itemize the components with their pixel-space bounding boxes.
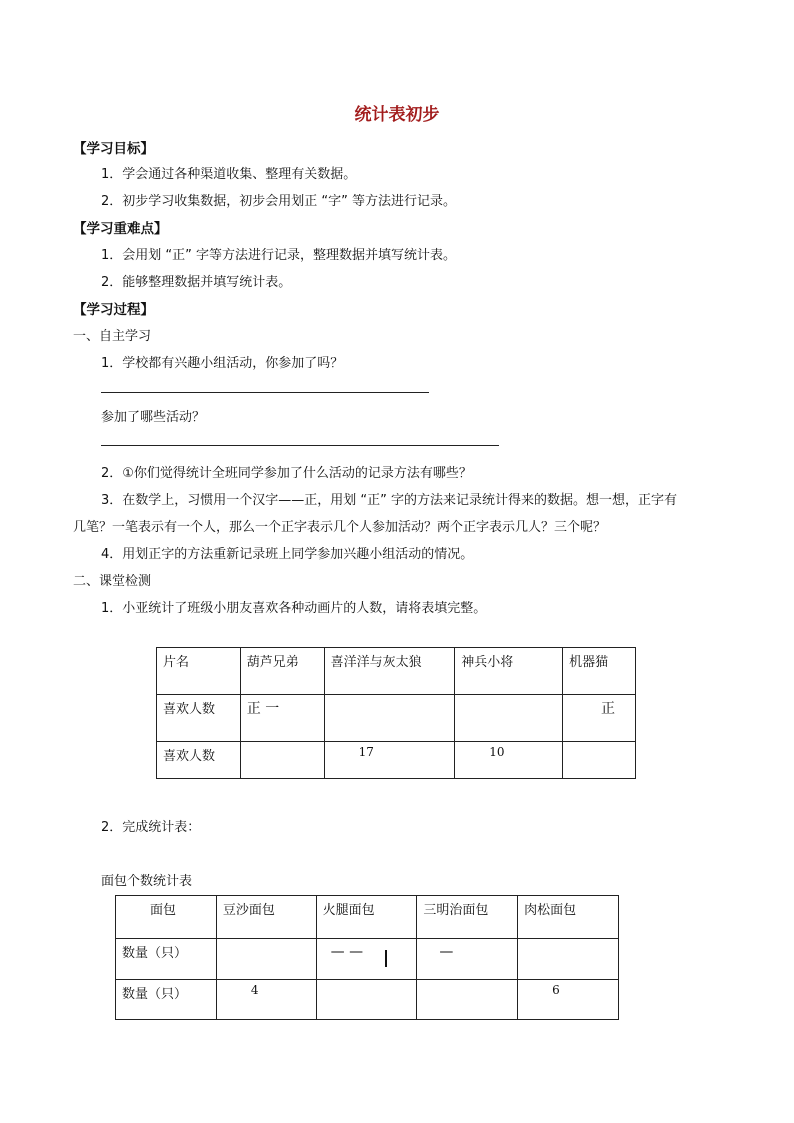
table-cell [157,648,241,695]
table-cell [417,896,518,939]
header-label: 面包 [150,903,177,918]
goal-item-1: 1．学会通过各种渠道收集、整理有关数据。 [101,167,357,182]
table-cell-blank[interactable] [417,980,518,1020]
row-label: 喜欢人数 [163,702,216,717]
table-cell [157,742,241,779]
cell-value [217,939,316,945]
table-cell [518,980,619,1020]
table-row [157,742,636,779]
header-label: 喜洋洋与灰太狼 [330,655,422,670]
cell-value: 17 [358,745,374,759]
part2-heading: 二、课堂检测 [73,574,152,589]
table-cell-blank[interactable] [216,939,316,980]
table-cell [417,939,518,980]
part2-question-2: 2．完成统计表： [101,820,201,835]
key-point-item-1: 1．会用划 “正” 字等方法进行记录，整理数据并填写统计表。 [101,248,457,263]
part2-question-1: 1．小亚统计了班级小朋友喜欢各种动画片的人数，请将表填完整。 [101,601,487,616]
table-cell [563,695,636,742]
header-label: 葫芦兄弟 [246,655,299,670]
table-cell [563,648,636,695]
part1-question-3-line1: 3．在数学上，习惯用一个汉字——正，用划 “正” 字的方法来记录统计得来的数据。想一想，正字有 [101,493,678,508]
table-cell [116,896,217,939]
table-cell [455,648,563,695]
answer-line-1[interactable] [101,392,429,393]
part1-question-1: 1．学校都有兴趣小组活动，你参加了吗？ [101,356,344,371]
header-label: 三明治面包 [423,903,489,918]
cell-value [455,695,562,701]
cell-value: 6 [552,983,560,997]
goal-item-2: 2．初步学习收集数据，初步会用划正 “字” 等方法进行记录。 [101,194,457,209]
cell-value [317,980,417,986]
cell-value [325,695,455,701]
bread-table-caption: 面包个数统计表 [101,874,193,889]
table-cell [324,648,455,695]
goals-heading: 【学习目标】 [73,141,154,157]
table-cell [518,896,619,939]
page-title: 统计表初步 [354,105,440,125]
tally-mark: 正 [601,701,615,717]
key-points-heading: 【学习重难点】 [73,221,168,237]
table-cell-blank[interactable] [324,695,455,742]
table-cell-blank[interactable] [455,695,563,742]
table-cell [157,695,241,742]
table-row [116,939,619,980]
header-label: 神兵小将 [461,655,514,670]
table-cell [324,742,455,779]
tally-mark: 正 一 [246,701,280,717]
answer-line-2[interactable] [101,445,499,446]
part1-question-1b: 参加了哪些活动？ [101,410,206,425]
header-label: 片名 [163,655,190,670]
table-cell-blank[interactable] [563,742,636,779]
table-cell [216,980,316,1020]
table-cell [240,695,324,742]
table-cell-blank[interactable] [518,939,619,980]
part1-question-3-line2: 几笔？一笔表示有一个人，那么一个正字表示几个人参加活动？两个正字表示几人？三个呢？ [73,520,607,535]
table-row [116,980,619,1020]
tally-mark: — — [330,944,364,960]
part1-heading: 一、自主学习 [73,329,152,344]
row-label: 喜欢人数 [163,749,216,764]
row-label: 数量（只） [122,946,188,961]
row-label: 数量（只） [122,987,188,1002]
part1-question-4: 4．用划正字的方法重新记录班上同学参加兴趣小组活动的情况。 [101,547,474,562]
tally-marks [317,939,417,977]
table-cell [240,648,324,695]
table-cell [316,939,417,980]
process-heading: 【学习过程】 [73,302,154,318]
table-cell [116,980,217,1020]
cell-value [241,742,324,748]
cell-value: 10 [489,745,505,759]
cell-value [563,742,635,748]
part1-question-2: 2．①你们觉得统计全班同学参加了什么活动的记录方法有哪些？ [101,466,472,481]
table-cell [455,742,563,779]
table-row [157,695,636,742]
tally-mark: — [439,944,454,960]
cell-value: 4 [250,983,259,997]
header-label: 肉松面包 [524,903,577,918]
header-label: 机器猫 [569,655,609,670]
table-cell-blank[interactable] [316,980,417,1020]
table-row [157,648,636,695]
table-cell [116,939,217,980]
table-cell [216,896,316,939]
header-label: 火腿面包 [322,903,375,918]
key-point-item-2: 2．能够整理数据并填写统计表。 [101,275,292,290]
tally-stroke [385,950,387,967]
bread-table [115,895,619,1020]
table-cell-blank[interactable] [240,742,324,779]
cell-value [417,980,517,986]
cartoon-table [156,647,636,779]
table-row [116,896,619,939]
cell-value [518,939,618,945]
header-label: 豆沙面包 [222,903,275,918]
table-cell [316,896,417,939]
